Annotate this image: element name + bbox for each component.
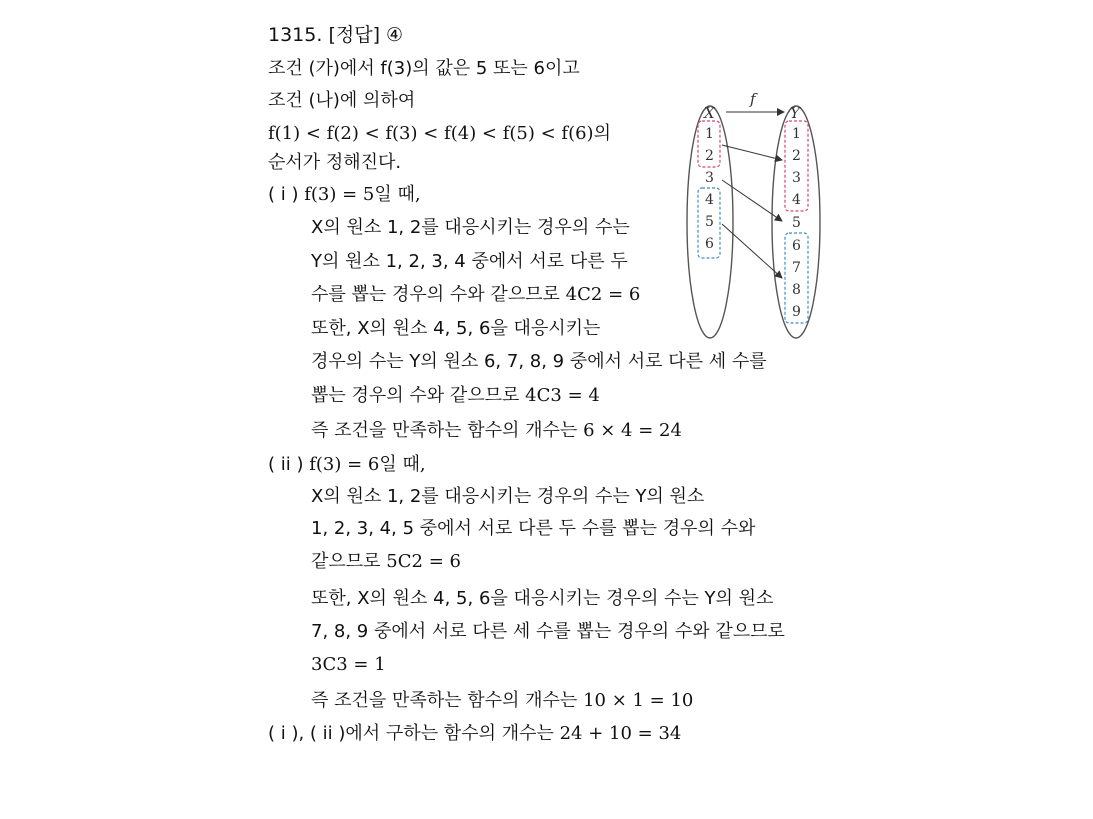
domain-element: 5 [705,214,714,230]
text-line [311,688,693,714]
mapping-arrow [722,145,782,160]
text-segment: 수를 뽑는 경우의 수와 같으므로 [311,284,560,305]
math-expression: 5C2 = 6 [386,551,461,572]
text-line: 또한, X의 원소 4, 5, 6을 대응시키는 [311,318,601,339]
codomain-label: Y [790,104,800,122]
text-line: 경우의 수는 Y의 원소 6, 7, 8, 9 중에서 서로 다른 세 수를 [311,351,767,372]
text-line: 조건 (가)에서 f(3)의 값은 5 또는 6이고 [268,58,580,79]
answer-value: ④ [386,24,404,46]
codomain-element: 5 [792,215,801,231]
codomain-element: 9 [792,304,801,320]
inequality-line: f(1) < f(2) < f(3) < f(4) < f(5) < f(6)의 [268,123,611,144]
domain-element: 6 [705,236,714,252]
text-line: 또한, X의 원소 4, 5, 6을 대응시키는 경우의 수는 Y의 원소 [311,588,774,609]
math-expression: 24 + 10 = 34 [559,723,682,744]
text-line [311,549,461,575]
math-expression: 6 × 4 = 24 [583,420,682,441]
codomain-element: 2 [792,148,801,164]
domain-element: 2 [705,148,714,164]
mapping-diagram [680,88,840,344]
text-line: 1, 2, 3, 4, 5 중에서 서로 다른 두 수를 뽑는 경우의 수와 [311,518,756,539]
answer-tag: [정답] [328,24,380,46]
text-line [311,383,600,409]
text-line: Y의 원소 1, 2, 3, 4 중에서 서로 다른 두 [311,251,628,272]
problem-number: 1315. [268,24,323,46]
text-line: X의 원소 1, 2를 대응시키는 경우의 수는 [311,217,630,238]
case-2-condition: f(3) = 6일 때, [309,454,426,475]
domain-element: 3 [705,170,714,186]
domain-element: 4 [705,192,714,208]
text-line: X의 원소 1, 2를 대응시키는 경우의 수는 Y의 원소 [311,486,705,507]
text-line: 조건 (나)에 의하여 [268,90,416,111]
text-segment: 뽑는 경우의 수와 같으므로 [311,385,520,406]
math-expression: 4C3 = 4 [525,385,600,406]
case-1-marker: ( i ) [268,184,299,205]
final-line [268,721,681,747]
text-line [311,418,682,444]
text-segment: ( i ), ( ii )에서 구하는 함수의 개수는 [268,723,554,744]
text-segment: 같으므로 [311,551,381,572]
codomain-element: 8 [792,282,801,298]
text-segment: 즉 조건을 만족하는 함수의 개수는 [311,690,578,711]
codomain-element: 7 [792,260,801,276]
case-1-condition: f(3) = 5일 때, [304,184,421,205]
domain-element: 1 [705,126,714,142]
case-2-marker: ( ii ) [268,454,304,475]
codomain-element: 6 [792,238,801,254]
codomain-element: 1 [792,126,801,142]
case-1-heading [268,182,421,208]
text-line: 7, 8, 9 중에서 서로 다른 세 수를 뽑는 경우의 수와 같으므로 [311,621,785,642]
domain-label: X [704,104,715,122]
math-expression: 10 × 1 = 10 [583,690,694,711]
function-label: f [750,90,756,108]
math-expression: 3C3 = 1 [311,654,386,675]
problem-header [268,22,403,48]
text-line [311,282,640,308]
text-segment: 즉 조건을 만족하는 함수의 개수는 [311,420,578,441]
codomain-element: 4 [792,192,801,208]
text-line: 순서가 정해진다. [268,152,402,173]
case-2-heading [268,452,426,478]
codomain-element: 3 [792,170,801,186]
math-expression: 4C2 = 6 [565,284,641,305]
